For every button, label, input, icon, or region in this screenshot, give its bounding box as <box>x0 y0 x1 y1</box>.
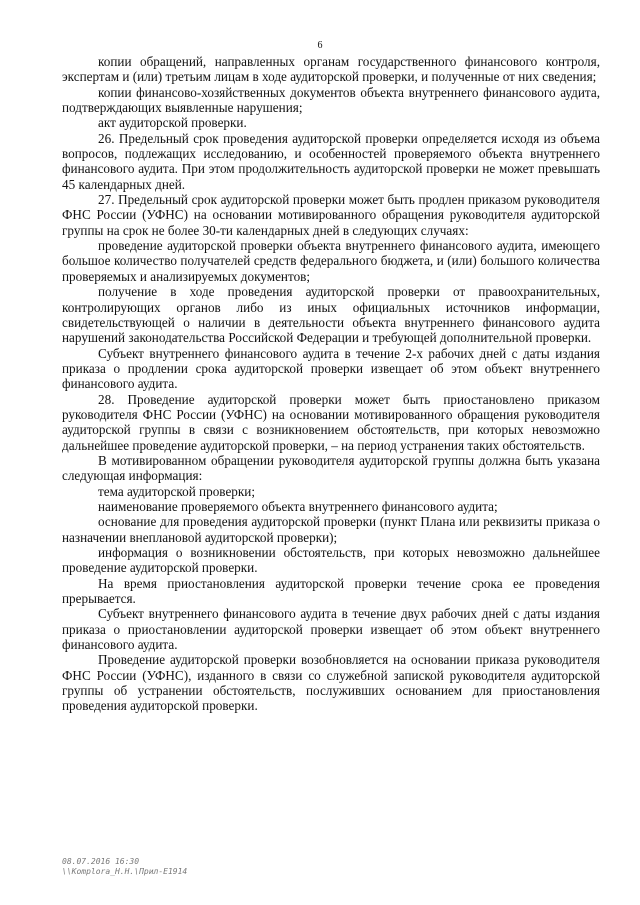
page-number: 6 <box>317 40 323 51</box>
footer-file-path: \\Komplora_H.H.\Прил-Е1914 <box>62 867 188 876</box>
paragraph: 28. Проведение аудиторской проверки может быть приостановлено приказом руководителя ФНС России (УФНС) на основании мотивированного обращения руководителя аудиторской группы в связи с возникновением обстоятельств, при которых невозможно дальнейшее проведение аудиторской проверки, – на период устранения таких обстоятельств. <box>62 391 600 453</box>
paragraph: В мотивированном обращении руководителя аудиторской группы должна быть указана следующая информация: <box>62 452 600 484</box>
footer-stamp <box>62 857 187 877</box>
paragraph: копии обращений, направленных органам государственного финансового контроля, экспертам и (или) третьим лицам в ходе аудиторской проверки, и полученные от них сведения; <box>62 54 600 85</box>
paragraph: акт аудиторской проверки. <box>98 115 247 131</box>
paragraph: наименование проверяемого объекта внутреннего финансового аудита; <box>98 498 498 514</box>
paragraph: Субъект внутреннего финансового аудита в течение двух рабочих дней с даты издания приказа о приостановлении аудиторской проверки извещает об этом объект внутреннего финансового аудита. <box>62 606 600 653</box>
paragraph: тема аудиторской проверки; <box>98 483 256 499</box>
paragraph: копии финансово-хозяйственных документов объекта внутреннего финансового аудита, подтверждающих выявленные нарушения; <box>62 84 600 116</box>
paragraph: информация о возникновении обстоятельств, при которых невозможно дальнейшее проведение аудиторской проверки. <box>62 545 600 576</box>
paragraph: 27. Предельный срок аудиторской проверки может быть продлен приказом руководителя ФНС России (УФНС) на основании мотивированного обращения руководителя аудиторской группы на срок не более 30-ти календарных дней в следующих случаях: <box>62 192 600 238</box>
paragraph: На время приостановления аудиторской проверки течение срока ее проведения прерывается. <box>62 575 600 607</box>
paragraph: основание для проведения аудиторской проверки (пункт Плана или реквизиты приказа о назначении внеплановой аудиторской проверки); <box>62 514 600 545</box>
paragraph: 26. Предельный срок проведения аудиторской проверки определяется исходя из объема вопросов, подлежащих исследованию, и особенностей проверяемого объекта внутреннего финансового аудита. При этом продолжительность аудиторской проверки не может превышать 45 календарных дней. <box>62 130 600 192</box>
paragraph: Проведение аудиторской проверки возобновляется на основании приказа руководителя ФНС России (УФНС), изданного в связи со служебной запиской руководителя аудиторской группы об устранении обстоятельств, послуживших основанием для приостановления проведения аудиторской проверки. <box>62 652 600 714</box>
paragraph: проведение аудиторской проверки объекта внутреннего финансового аудита, имеющего большое количество получателей средств федерального бюджета, и (или) большого количества проверяемых и анализируемых документов; <box>62 238 600 284</box>
paragraph: Субъект внутреннего финансового аудита в течение 2-х рабочих дней с даты издания приказа о продлении срока аудиторской проверки извещает об этом объект внутреннего финансового аудита. <box>62 345 600 392</box>
document-body <box>62 54 600 714</box>
footer-timestamp: 08.07.2016 16:30 <box>62 857 140 866</box>
paragraph: получение в ходе проведения аудиторской проверки от правоохранительных, контролирующих органов либо из иных официальных источников информации, свидетельствующей о наличии в деятельности объекта внутреннего финансового аудита нарушений законодательства Российской Федерации и требующей дополнительной проверки. <box>62 284 600 346</box>
